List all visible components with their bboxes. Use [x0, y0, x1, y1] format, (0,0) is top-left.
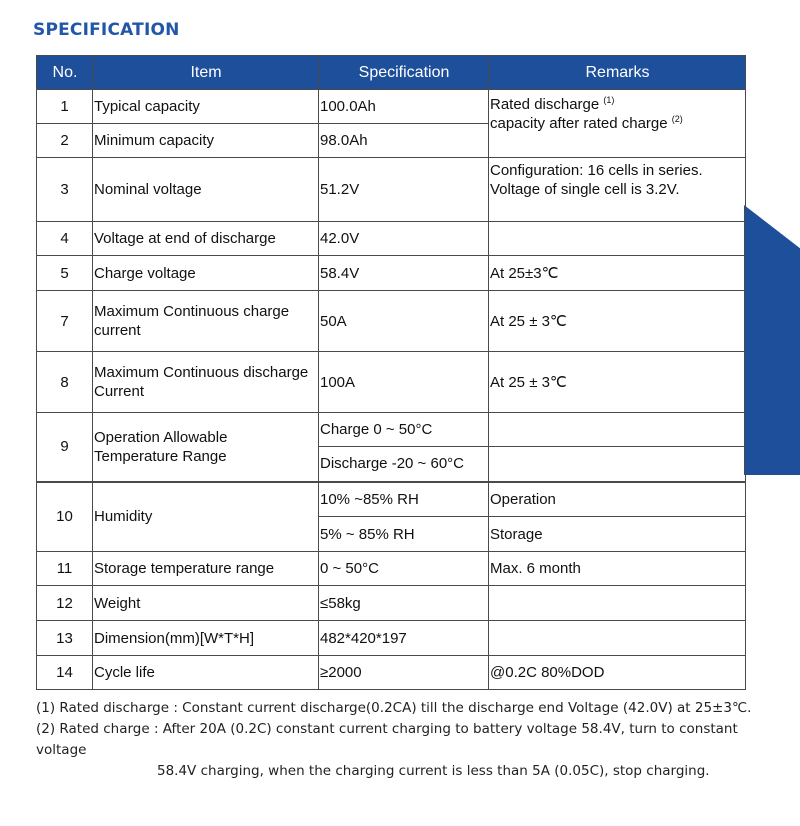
spec-cell: 42.0V [319, 222, 489, 256]
row-number: 12 [37, 586, 93, 621]
spec-cell: 98.0Ah [319, 124, 489, 158]
spec-cell: ≤58kg [319, 586, 489, 621]
spec-cell: ≥2000 [319, 656, 489, 690]
item-cell: Dimension(mm)[W*T*H] [93, 621, 319, 656]
footnote-ref: (2) [671, 114, 683, 124]
item-cell: Minimum capacity [93, 124, 319, 158]
footnote-2: (2) Rated charge : After 20A (0.2C) constant current charging to battery voltage 58.4V, turn to constant voltage [36, 721, 738, 758]
header-specification: Specification [319, 56, 489, 90]
spec-cell: 100A [319, 352, 489, 413]
row-number: 8 [37, 352, 93, 413]
remark-text: Configuration: 16 cells in series. [490, 162, 703, 179]
spec-cell: 100.0Ah [319, 90, 489, 124]
table-row [37, 656, 746, 690]
header-no: No. [37, 56, 93, 90]
header-item: Item [93, 56, 319, 90]
spec-cell: 50A [319, 291, 489, 352]
row-number: 9 [37, 413, 93, 482]
table-row [37, 352, 746, 413]
table-row [37, 291, 746, 352]
page-title: SPECIFICATION [33, 20, 180, 40]
specification-table [36, 55, 746, 690]
item-cell: Cycle life [93, 656, 319, 690]
item-text: Maximum Continuous charge [94, 303, 290, 320]
remark-text: capacity after rated charge [490, 115, 672, 132]
header-remarks: Remarks [489, 56, 746, 90]
spec-cell: 51.2V [319, 158, 489, 222]
item-text: Current [94, 383, 145, 400]
footnote-2-continuation: 58.4V charging, when the charging current is less than 5A (0.05C), stop charging. [157, 763, 710, 779]
remark-cell [489, 586, 746, 621]
row-number: 10 [37, 482, 93, 552]
item-cell: Charge voltage [93, 256, 319, 291]
item-cell: Voltage at end of discharge [93, 222, 319, 256]
row-number: 14 [37, 656, 93, 690]
item-cell [93, 352, 319, 413]
table-row [37, 413, 746, 447]
remark-text: Voltage of single cell is 3.2V. [490, 181, 680, 198]
footnote-1: (1) Rated discharge : Constant current discharge(0.2CA) till the discharge end Voltage (42.0V) at 25±3℃. [36, 700, 752, 716]
table-row [37, 621, 746, 656]
table-header-row [37, 56, 746, 90]
remark-cell: Storage [489, 517, 746, 552]
row-number: 4 [37, 222, 93, 256]
item-cell: Storage temperature range [93, 552, 319, 586]
item-cell: Nominal voltage [93, 158, 319, 222]
table-row [37, 552, 746, 586]
remark-cell [489, 447, 746, 482]
table-row [37, 256, 746, 291]
item-cell [93, 413, 319, 482]
spec-cell: Discharge -20 ~ 60°C [319, 447, 489, 482]
row-number: 13 [37, 621, 93, 656]
footnote-ref: (1) [603, 95, 615, 105]
item-text: Temperature Range [94, 447, 227, 465]
item-text: Maximum Continuous discharge [94, 364, 309, 381]
remark-cell: At 25 ± 3℃ [489, 352, 746, 413]
remark-cell [489, 158, 746, 222]
remark-cell: Max. 6 month [489, 552, 746, 586]
item-cell: Weight [93, 586, 319, 621]
row-number: 5 [37, 256, 93, 291]
spec-cell: 10% ~85% RH [319, 482, 489, 517]
footnotes [36, 698, 786, 782]
row-number: 7 [37, 291, 93, 352]
remark-cell: Operation [489, 482, 746, 517]
row-number: 3 [37, 158, 93, 222]
table-row [37, 222, 746, 256]
remark-cell [489, 621, 746, 656]
remark-cell [489, 222, 746, 256]
remark-cell [489, 413, 746, 447]
table-row [37, 482, 746, 517]
table-row [37, 90, 746, 124]
item-text: Operation Allowable [94, 428, 228, 446]
item-cell: Humidity [93, 482, 319, 552]
table-row [37, 158, 746, 222]
remark-cell: At 25±3℃ [489, 256, 746, 291]
spec-cell: Charge 0 ~ 50°C [319, 413, 489, 447]
remark-cell [489, 90, 746, 158]
row-number: 11 [37, 552, 93, 586]
row-number: 1 [37, 90, 93, 124]
spec-cell: 482*420*197 [319, 621, 489, 656]
item-text: current [94, 322, 141, 339]
remark-cell: @0.2C 80%DOD [489, 656, 746, 690]
table-row [37, 586, 746, 621]
remark-cell: At 25 ± 3℃ [489, 291, 746, 352]
spec-cell: 0 ~ 50°C [319, 552, 489, 586]
decorative-blue-shape [744, 205, 800, 475]
remark-text: Rated discharge [490, 96, 604, 113]
row-number: 2 [37, 124, 93, 158]
item-cell: Typical capacity [93, 90, 319, 124]
item-cell [93, 291, 319, 352]
spec-cell: 58.4V [319, 256, 489, 291]
spec-cell: 5% ~ 85% RH [319, 517, 489, 552]
